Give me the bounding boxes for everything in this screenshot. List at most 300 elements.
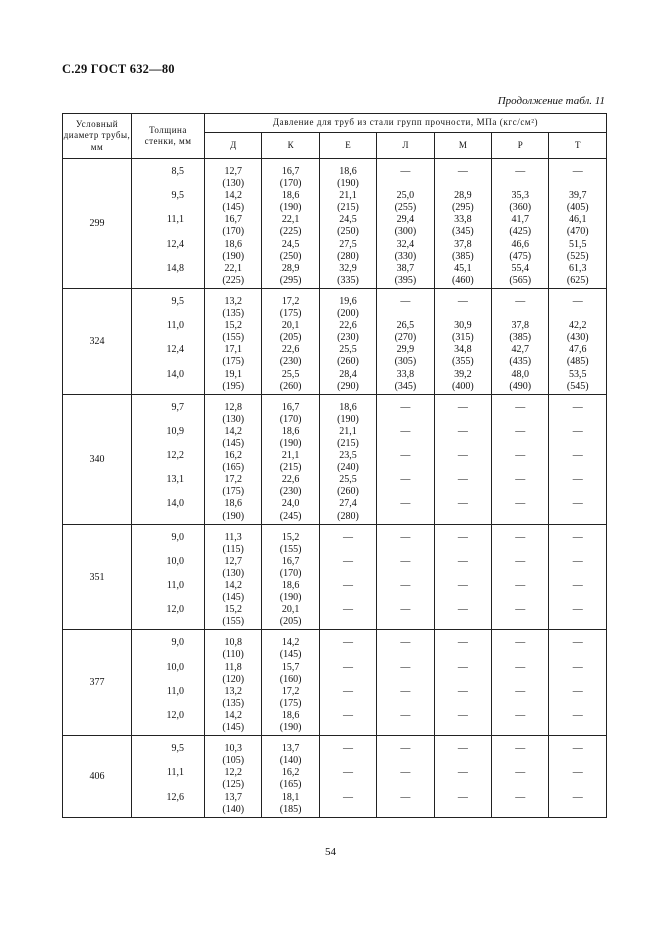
pressure-cell: [319, 736, 376, 818]
pressure-mpa: 35,3: [511, 190, 529, 202]
pressure-kgf: (165): [222, 462, 245, 474]
pressure-mpa: 55,4: [511, 262, 529, 274]
pressure-cell: [492, 159, 549, 289]
pressure-kgf: (470): [566, 226, 589, 238]
pressure-kgf: (215): [337, 437, 359, 449]
col-header-thickness: Толщина стенки, мм: [132, 114, 205, 159]
pressure-mpa: 10,8: [224, 637, 242, 649]
pressure-mpa: —: [572, 166, 583, 177]
pressure-mpa: 29,4: [396, 214, 415, 226]
pressure-mpa: 18,6: [281, 580, 300, 591]
pressure-mpa: —: [457, 709, 468, 721]
pressure-mpa: —: [457, 401, 468, 413]
pressure-kgf: (260): [337, 356, 359, 368]
pressure-mpa: 20,1: [281, 604, 300, 616]
pressure-kgf: (145): [222, 437, 245, 449]
thickness-cell: [132, 524, 205, 630]
pressure-cell: [549, 288, 607, 394]
pressure-mpa: —: [572, 767, 583, 779]
thickness-value: 9,5: [171, 295, 184, 307]
pressure-mpa: 18,6: [339, 166, 357, 177]
thickness-cell: [132, 394, 205, 524]
grade-header: Е: [319, 133, 376, 159]
pressure-mpa: 32,9: [339, 262, 357, 274]
pressure-mpa: —: [515, 604, 526, 616]
pressure-mpa: —: [343, 637, 354, 649]
pressure-kgf: (295): [279, 274, 302, 286]
pressure-mpa: —: [457, 498, 468, 510]
pressure-mpa: —: [515, 498, 526, 510]
pressure-mpa: —: [572, 555, 583, 567]
pressure-mpa: —: [572, 791, 583, 803]
pressure-mpa: —: [400, 709, 411, 721]
pressure-kgf: (280): [337, 510, 359, 522]
pressure-mpa: 11,8: [224, 661, 242, 673]
pressure-kgf: (145): [222, 592, 245, 604]
pressure-kgf: (250): [337, 226, 359, 238]
table-row: [63, 630, 607, 736]
pressure-mpa: 37,8: [511, 320, 529, 332]
pressure-mpa: 16,7: [281, 166, 300, 177]
pressure-kgf: (175): [279, 697, 302, 709]
pressure-mpa: —: [515, 791, 526, 803]
thickness-cell: [132, 288, 205, 394]
thickness-value: 9,0: [171, 637, 184, 649]
pressure-kgf: (205): [279, 616, 302, 628]
pressure-kgf: (190): [222, 250, 245, 262]
pressure-kgf: (305): [394, 356, 417, 368]
thickness-value: 12,4: [166, 344, 184, 356]
pressure-kgf: (170): [279, 178, 302, 190]
pressure-kgf: (545): [566, 380, 589, 392]
pressure-mpa: —: [400, 531, 411, 543]
pressure-mpa: 27,4: [339, 498, 357, 510]
pressure-cell: [377, 394, 434, 524]
pressure-mpa: —: [457, 580, 468, 591]
pressure-cell: [319, 159, 376, 289]
pressure-mpa: —: [572, 425, 583, 437]
pressure-cell: [492, 288, 549, 394]
pressure-mpa: 14,2: [224, 425, 242, 437]
thickness-value: 9,5: [171, 743, 184, 755]
pressure-mpa: —: [572, 637, 583, 649]
pressure-mpa: 17,2: [281, 685, 300, 697]
pressure-kgf: (190): [279, 437, 302, 449]
pressure-mpa: —: [343, 531, 354, 543]
pressure-mpa: 24,5: [281, 238, 300, 250]
pressure-mpa: —: [400, 555, 411, 567]
grade-header: Д: [205, 133, 262, 159]
pressure-mpa: —: [400, 637, 411, 649]
pressure-kgf: (225): [222, 274, 245, 286]
pressure-cell: [377, 524, 434, 630]
pressure-mpa: —: [572, 580, 583, 591]
pressure-mpa: —: [400, 661, 411, 673]
pressure-kgf: (170): [222, 226, 245, 238]
pressure-cell: [549, 630, 607, 736]
pressure-mpa: 61,3: [568, 262, 587, 274]
pressure-kgf: (190): [337, 413, 359, 425]
table-row: [63, 159, 607, 289]
pressure-mpa: 27,5: [339, 238, 357, 250]
pressure-cell: [434, 159, 491, 289]
pressure-cell: [319, 394, 376, 524]
pressure-kgf: (405): [566, 202, 589, 214]
pressure-cell: [434, 524, 491, 630]
pressure-mpa: 16,2: [224, 450, 242, 462]
pressure-kgf: (625): [566, 274, 589, 286]
pressure-kgf: (145): [222, 202, 245, 214]
pressure-kgf: (170): [279, 567, 302, 579]
pressure-kgf: (130): [222, 413, 245, 425]
pressure-kgf: (425): [509, 226, 532, 238]
thickness-value: 14,0: [166, 498, 184, 510]
pressure-mpa: 22,6: [339, 320, 357, 332]
pressure-mpa: —: [572, 743, 583, 755]
pressure-kgf: (135): [222, 308, 245, 320]
pressure-kgf: (250): [279, 250, 302, 262]
pressure-kgf: (360): [509, 202, 532, 214]
pressure-kgf: (175): [279, 308, 302, 320]
pressure-cell: [205, 394, 262, 524]
pressure-mpa: 18,6: [339, 401, 357, 413]
pressure-mpa: —: [343, 791, 354, 803]
pressure-mpa: —: [343, 685, 354, 697]
pressure-cell: [262, 159, 319, 289]
pressure-mpa: 48,0: [511, 368, 529, 380]
pressure-mpa: 38,7: [396, 262, 415, 274]
pressure-kgf: (105): [222, 755, 245, 767]
pressure-mpa: 21,1: [281, 450, 300, 462]
pressure-mpa: 18,1: [281, 791, 300, 803]
pressure-mpa: —: [400, 474, 411, 486]
pressure-kgf: (260): [337, 486, 359, 498]
table-row: [63, 394, 607, 524]
diameter-cell: 406: [63, 736, 132, 818]
pressure-mpa: —: [515, 555, 526, 567]
pressure-cell: [549, 736, 607, 818]
pressure-mpa: 25,5: [281, 368, 300, 380]
pressure-mpa: —: [400, 767, 411, 779]
pressure-cell: [377, 630, 434, 736]
pressure-cell: [377, 288, 434, 394]
pressure-mpa: —: [515, 531, 526, 543]
pressure-mpa: —: [572, 295, 583, 307]
pressure-mpa: 14,2: [224, 580, 242, 591]
pressure-mpa: 28,4: [339, 368, 357, 380]
pressure-mpa: —: [515, 767, 526, 779]
pressure-mpa: —: [515, 637, 526, 649]
thickness-value: 8,5: [171, 166, 184, 177]
pressure-kgf: (200): [337, 308, 359, 320]
table-row: [63, 736, 607, 818]
pressure-mpa: 12,8: [224, 401, 242, 413]
pressure-cell: [319, 630, 376, 736]
thickness-value: 14,0: [166, 368, 184, 380]
thickness-value: 13,1: [166, 474, 184, 486]
pressure-mpa: 24,5: [339, 214, 357, 226]
pressure-mpa: 14,2: [224, 190, 242, 202]
pressure-mpa: 14,2: [224, 709, 242, 721]
thickness-cell: [132, 736, 205, 818]
pressure-cell: [549, 524, 607, 630]
pressure-kgf: (175): [222, 356, 245, 368]
pressure-kgf: (175): [222, 486, 245, 498]
pressure-cell: [205, 524, 262, 630]
pressure-mpa: 22,1: [224, 262, 242, 274]
pressure-mpa: 24,0: [281, 498, 300, 510]
pressure-mpa: —: [400, 450, 411, 462]
pressure-kgf: (190): [222, 510, 245, 522]
thickness-value: 14,8: [166, 262, 184, 274]
thickness-value: 12,0: [166, 709, 184, 721]
pressure-mpa: 12,7: [224, 555, 242, 567]
pressure-kgf: (240): [337, 462, 359, 474]
pressure-mpa: —: [457, 425, 468, 437]
pressure-mpa: —: [572, 685, 583, 697]
pressure-kgf: (190): [279, 202, 302, 214]
pressure-mpa: —: [572, 401, 583, 413]
pressure-mpa: 13,2: [224, 685, 242, 697]
pressure-cell: [434, 630, 491, 736]
pressure-cell: [262, 524, 319, 630]
pressure-table: [62, 113, 607, 818]
pressure-kgf: (190): [337, 178, 359, 190]
pressure-mpa: 46,6: [511, 238, 529, 250]
pressure-kgf: (190): [279, 722, 302, 734]
pressure-mpa: —: [515, 685, 526, 697]
pressure-mpa: 25,0: [396, 190, 415, 202]
pressure-kgf: (120): [222, 673, 245, 685]
pressure-kgf: (130): [222, 567, 245, 579]
pressure-mpa: —: [572, 450, 583, 462]
pressure-kgf: (485): [566, 356, 589, 368]
pressure-mpa: 15,7: [281, 661, 300, 673]
pressure-mpa: —: [400, 166, 411, 177]
pressure-mpa: 13,7: [281, 743, 300, 755]
pressure-kgf: (125): [222, 779, 245, 791]
pressure-mpa: —: [400, 604, 411, 616]
pressure-kgf: (110): [222, 649, 244, 661]
pressure-mpa: 18,6: [224, 238, 242, 250]
pressure-cell: [319, 288, 376, 394]
pressure-kgf: (215): [337, 202, 359, 214]
pressure-mpa: —: [343, 604, 354, 616]
pressure-mpa: —: [400, 425, 411, 437]
thickness-value: 12,0: [166, 604, 184, 616]
thickness-value: 11,0: [166, 685, 184, 697]
pressure-kgf: (225): [279, 226, 302, 238]
pressure-mpa: 21,1: [339, 190, 357, 202]
thickness-value: 9,0: [171, 531, 184, 543]
pressure-mpa: 33,8: [454, 214, 472, 226]
diameter-cell: 324: [63, 288, 132, 394]
thickness-value: 12,6: [166, 791, 184, 803]
diameter-cell: 340: [63, 394, 132, 524]
pressure-mpa: 23,5: [339, 450, 357, 462]
pressure-mpa: 15,2: [224, 604, 242, 616]
pressure-kgf: (185): [279, 803, 302, 815]
pressure-mpa: —: [457, 474, 468, 486]
pressure-mpa: 34,8: [454, 344, 472, 356]
pressure-cell: [549, 394, 607, 524]
table-row: [63, 524, 607, 630]
pressure-mpa: —: [515, 166, 526, 177]
pressure-kgf: (205): [279, 332, 302, 344]
pressure-mpa: 16,2: [281, 767, 300, 779]
pressure-kgf: (565): [509, 274, 532, 286]
thickness-value: 9,5: [171, 190, 184, 202]
col-header-pressure: Давление для труб из стали групп прочности, МПа (кгс/см²): [205, 114, 607, 133]
pressure-mpa: 22,6: [281, 474, 300, 486]
thickness-value: 10,0: [166, 661, 184, 673]
pressure-mpa: 33,8: [396, 368, 415, 380]
pressure-mpa: —: [515, 580, 526, 591]
pressure-mpa: —: [515, 709, 526, 721]
pressure-kgf: (115): [222, 543, 244, 555]
pressure-kgf: (230): [279, 486, 302, 498]
table-continuation-note: Продолжение табл. 11: [497, 95, 605, 107]
pressure-kgf: (230): [279, 356, 302, 368]
pressure-mpa: —: [515, 401, 526, 413]
pressure-kgf: (300): [394, 226, 417, 238]
pressure-cell: [492, 736, 549, 818]
pressure-kgf: (245): [279, 510, 302, 522]
thickness-value: 11,1: [166, 214, 184, 226]
pressure-kgf: (135): [222, 697, 245, 709]
pressure-cell: [262, 288, 319, 394]
thickness-value: 12,2: [166, 450, 184, 462]
pressure-mpa: —: [515, 450, 526, 462]
pressure-kgf: (160): [279, 673, 302, 685]
pressure-cell: [434, 288, 491, 394]
pressure-mpa: —: [515, 474, 526, 486]
pressure-cell: [262, 736, 319, 818]
pressure-mpa: —: [400, 401, 411, 413]
pressure-kgf: (155): [222, 332, 245, 344]
pressure-mpa: 21,1: [339, 425, 357, 437]
pressure-mpa: 41,7: [511, 214, 529, 226]
pressure-mpa: 46,1: [568, 214, 587, 226]
thickness-value: 10,0: [166, 555, 184, 567]
pressure-mpa: 39,7: [568, 190, 587, 202]
pressure-mpa: —: [457, 604, 468, 616]
pressure-mpa: 19,1: [224, 368, 242, 380]
pressure-mpa: —: [515, 295, 526, 307]
pressure-mpa: 13,7: [224, 791, 242, 803]
pressure-mpa: —: [343, 767, 354, 779]
pressure-kgf: (395): [394, 274, 417, 286]
pressure-kgf: (345): [394, 380, 417, 392]
pressure-kgf: (430): [566, 332, 589, 344]
pressure-cell: [434, 736, 491, 818]
pressure-kgf: (290): [337, 380, 359, 392]
pressure-kgf: (255): [394, 202, 417, 214]
pressure-mpa: 51,5: [568, 238, 587, 250]
pressure-mpa: —: [457, 555, 468, 567]
pressure-kgf: (140): [222, 803, 245, 815]
thickness-value: 10,9: [166, 425, 184, 437]
pressure-mpa: 53,5: [568, 368, 587, 380]
grade-header: Р: [492, 133, 549, 159]
pressure-mpa: —: [457, 450, 468, 462]
pressure-kgf: (490): [509, 380, 532, 392]
pressure-mpa: —: [515, 425, 526, 437]
pressure-mpa: —: [400, 498, 411, 510]
pressure-mpa: —: [343, 743, 354, 755]
pressure-mpa: 18,6: [281, 190, 300, 202]
pressure-mpa: 42,7: [511, 344, 529, 356]
pressure-mpa: —: [457, 685, 468, 697]
pressure-mpa: 22,1: [281, 214, 300, 226]
page-header: С.29 ГОСТ 632—80: [62, 62, 175, 76]
diameter-cell: 299: [63, 159, 132, 289]
diameter-cell: 351: [63, 524, 132, 630]
pressure-cell: [205, 736, 262, 818]
grade-header: М: [434, 133, 491, 159]
pressure-mpa: —: [572, 604, 583, 616]
thickness-value: 11,0: [166, 320, 184, 332]
pressure-mpa: —: [400, 295, 411, 307]
pressure-mpa: —: [457, 637, 468, 649]
pressure-mpa: 17,1: [224, 344, 242, 356]
pressure-kgf: (525): [566, 250, 589, 262]
pressure-mpa: —: [572, 709, 583, 721]
pressure-mpa: 39,2: [454, 368, 472, 380]
pressure-kgf: (280): [337, 250, 359, 262]
pressure-kgf: (330): [394, 250, 417, 262]
pressure-kgf: (385): [451, 250, 474, 262]
thickness-cell: [132, 159, 205, 289]
pressure-mpa: 37,8: [454, 238, 472, 250]
pressure-cell: [377, 159, 434, 289]
pressure-mpa: 10,3: [224, 743, 242, 755]
table-row: [63, 288, 607, 394]
pressure-mpa: —: [457, 791, 468, 803]
pressure-mpa: 22,6: [281, 344, 300, 356]
pressure-kgf: (295): [451, 202, 474, 214]
pressure-mpa: —: [343, 709, 354, 721]
pressure-kgf: (140): [279, 755, 302, 767]
pressure-kgf: (145): [279, 649, 302, 661]
pressure-mpa: 47,6: [568, 344, 587, 356]
pressure-mpa: 42,2: [568, 320, 587, 332]
pressure-mpa: 11,3: [224, 531, 242, 543]
pressure-mpa: —: [457, 767, 468, 779]
pressure-mpa: 12,7: [224, 166, 242, 177]
pressure-cell: [492, 630, 549, 736]
pressure-cell: [492, 524, 549, 630]
pressure-mpa: 25,5: [339, 474, 357, 486]
pressure-mpa: —: [457, 743, 468, 755]
pressure-kgf: (385): [509, 332, 532, 344]
pressure-cell: [205, 159, 262, 289]
pressure-mpa: 18,6: [281, 425, 300, 437]
pressure-mpa: 17,2: [224, 474, 242, 486]
pressure-mpa: 12,2: [224, 767, 242, 779]
pressure-kgf: (315): [451, 332, 474, 344]
pressure-kgf: (335): [337, 274, 359, 286]
pressure-mpa: —: [572, 498, 583, 510]
pressure-kgf: (130): [222, 178, 245, 190]
pressure-mpa: 18,6: [281, 709, 300, 721]
pressure-mpa: 17,2: [281, 295, 300, 307]
pressure-mpa: 25,5: [339, 344, 357, 356]
pressure-mpa: 15,2: [281, 531, 300, 543]
pressure-kgf: (355): [451, 356, 474, 368]
pressure-mpa: 45,1: [454, 262, 472, 274]
pressure-mpa: —: [343, 580, 354, 591]
